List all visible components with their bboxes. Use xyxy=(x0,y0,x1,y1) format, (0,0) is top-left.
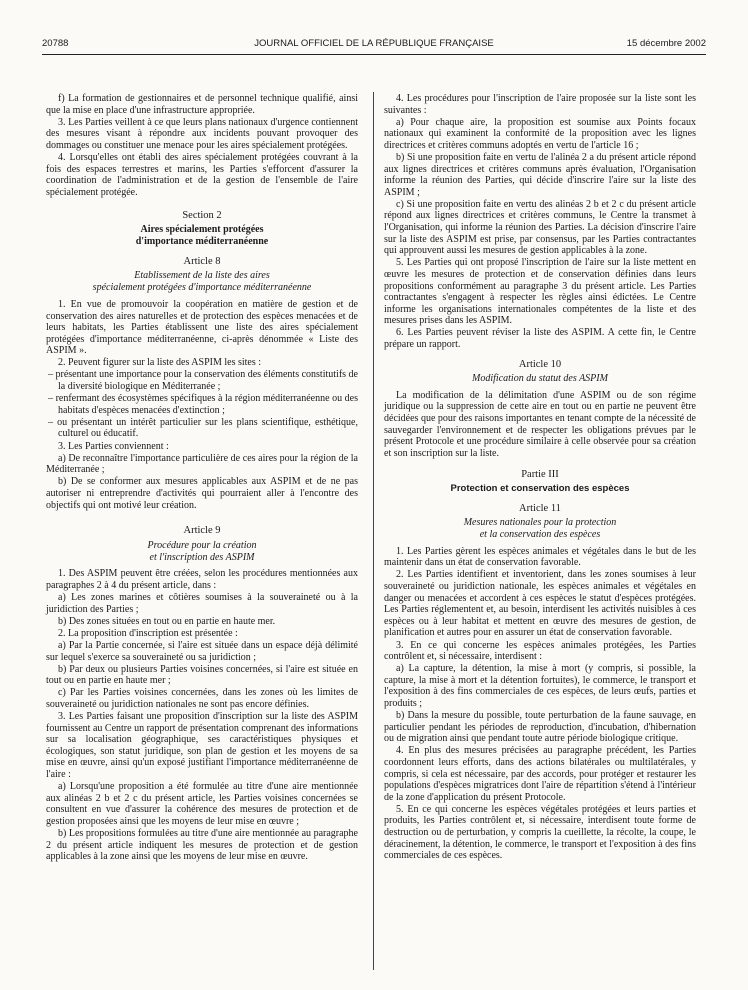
section-title-line: d'importance méditerranéenne xyxy=(135,236,269,248)
article-8-title-line: Etablissement de la liste des aires xyxy=(134,270,270,282)
paragraph: b) Les propositions formulées au titre d'une aire mentionnée au paragraphe 2 du présent article indiquent les mesures de protection et de gestion applicables à la zone ainsi que les moyens de leur mise en œuvre. xyxy=(46,827,358,863)
page-number: 20788 xyxy=(42,38,69,49)
issue-date: 15 décembre 2002 xyxy=(626,38,706,49)
paragraph: La modification de la délimitation d'une ASPIM ou de son régime juridique ou la suppression de cette aire en tout ou en partie ne peuvent être décidées que pour des raisons importantes en tenant compte de la nécessité de sauvegarder l'environnement et de respecter les obligations prévues par le présent Protocole et une procédure similaire à celle observée pour sa création et son inscription sur la liste. xyxy=(384,389,696,459)
article-8-title-line: spécialement protégées d'importance méditerranéenne xyxy=(92,282,312,294)
paragraph: a) Les zones marines et côtières soumises à la souveraineté ou à la juridiction des Parties ; xyxy=(46,592,358,615)
paragraph: 4. Lorsqu'elles ont établi des aires spécialement protégées couvrant à la fois des espaces terrestres et marins, les Parties s'efforcent d'assurer la coordination de l'administration et de la gestion de l'ensemble de l'aire spécialement protégée. xyxy=(46,151,358,198)
section-label: Section 2 xyxy=(182,210,222,222)
part-title: Protection et conservation des espèces xyxy=(450,482,630,494)
section-title-line: Aires spécialement protégées xyxy=(140,223,264,235)
paragraph: 1. Des ASPIM peuvent être créées, selon les procédures mentionnées aux paragraphes 2 à 4 du présent article, dans : xyxy=(46,568,358,591)
dash-item: – renfermant des écosystèmes spécifiques à la région méditerranéenne ou des habitats d'espèces menacées d'extinction ; xyxy=(48,393,358,416)
article-8-label: Article 8 xyxy=(183,255,221,267)
paragraph: b) Par deux ou plusieurs Parties voisines concernées, si l'aire est située en tout ou en partie en haute mer ; xyxy=(46,663,358,687)
paragraph: c) Par les Parties voisines concernées, dans les zones où les limites de souveraineté ou juridiction nationales ne sont pas encore définies. xyxy=(46,687,358,710)
paragraph: a) Par la Partie concernée, si l'aire est située dans un espace déjà délimité sur lequel s'exerce sa souveraineté ou sa juridiction ; xyxy=(46,639,358,663)
paragraph: 3. Les Parties conviennent : xyxy=(58,440,169,452)
paragraph: 5. En ce qui concerne les espèces végétales protégées et leurs parties et produits, les Parties contrôlent et, si nécessaire, interdisent toute forme de destruction ou de perturbation, y compris la cueillette, la récolte, la coupe, le déracinement, la détention, le commerce, le transport et l'exposition à des fins commerciales de ces espèces. xyxy=(384,803,696,862)
paragraph: 2. La proposition d'inscription est présentée : xyxy=(58,627,238,639)
paragraph: 1. Les Parties gèrent les espèces animales et végétales dans le but de les maintenir dans un état de conservation favorable. xyxy=(384,545,696,569)
part-label: Partie III xyxy=(521,469,559,481)
paragraph: 4. Les procédures pour l'inscription de l'aire proposée sur la liste sont les suivantes : xyxy=(384,93,696,116)
paragraph: 3. En ce qui concerne les espèces animales protégées, les Parties contrôlent et, si nécessaire, interdisent : xyxy=(384,639,696,663)
journal-title: JOURNAL OFFICIEL DE LA RÉPUBLIQUE FRANÇAISE xyxy=(254,38,494,49)
header-rule xyxy=(42,54,706,55)
paragraph: 3. Les Parties veillent à ce que leurs plans nationaux d'urgence contiennent des mesures visant à répondre aux incidents pouvant provoquer des dommages ou constituer une menace pour les aires spécialement protégées. xyxy=(46,116,358,151)
article-11-label: Article 11 xyxy=(519,502,561,514)
paragraph: b) Si une proposition faite en vertu de l'alinéa 2 a du présent article répond aux lignes directrices et critères communs après évaluation, l'Organisation informe la réunion des Parties, qui décide d'inscrire l'aire sur la liste des ASPIM ; xyxy=(384,151,696,198)
article-9-title-line: et l'inscription des ASPIM xyxy=(149,551,255,563)
article-9-label: Article 9 xyxy=(183,525,221,537)
paragraph: 2. Peuvent figurer sur la liste des ASPIM les sites : xyxy=(58,357,262,369)
paragraph: a) Lorsqu'une proposition a été formulée au titre d'une aire mentionnée aux alinéas 2 b et 2 c du présent article, les Parties voisines concernées se consultent en vue d'assurer la cohérence des mesures de protection et de gestion proposées ainsi que les moyens de leur mise en œuvre ; xyxy=(46,781,358,827)
paragraph: a) De reconnaître l'importance particulière de ces aires pour la région de la Méditerranée ; xyxy=(46,452,358,476)
article-10-title: Modification du statut des ASPIM xyxy=(472,373,608,385)
page-header xyxy=(42,38,706,54)
paragraph: 2. Les Parties identifient et inventorient, dans les zones soumises à leur souveraineté ou juridiction nationale, les espèces animales et végétales en danger ou menacées et accordent à ces espèces le statut d'espèces protégées. Les Parties réglementent et, au besoin, interdisent les activités nuisibles à ces espèces ou à leur habitat et mettent en œuvre des mesures de gestion, de planification et autres pour en assurer un état de conservation favorable. xyxy=(384,569,696,639)
paragraph: c) Si une proposition faite en vertu des alinéas 2 b et 2 c du présent article répond aux lignes directrices et critères communs, le Centre la transmet à l'Organisation, qui informe la réunion des Parties. La décision d'inscrire l'aire sur la liste des ASPIM est prise, par consensus, par les Parties contractantes qui approuvent aussi les mesures de gestion applicables à la zone. xyxy=(384,198,696,257)
paragraph: a) La capture, la détention, la mise à mort (y compris, si possible, la capture, la mise à mort et la détention fortuites), le commerce, le transport et l'exposition à des fins commerciales de ces espèces, de leurs œufs, parties et produits ; xyxy=(384,663,696,709)
article-11-title-line: Mesures nationales pour la protection xyxy=(463,517,617,529)
paragraph: b) De se conformer aux mesures applicables aux ASPIM et de ne pas autoriser ni entreprendre d'activités qui pourraient aller à l'encontre des objectifs qui ont motivé leur création. xyxy=(46,476,358,511)
left-column xyxy=(46,93,358,863)
paragraph: 3. Les Parties faisant une proposition d'inscription sur la liste des ASPIM fournissent au Centre un rapport de présentation comprenant des informations sur sa localisation géographique, ses caractéristiques physiques et écologiques, son statut juridique, son plan de gestion et les moyens de sa mise en œuvre, ainsi qu'un exposé justifiant l'importance méditerranéenne de l'aire : xyxy=(46,711,358,780)
column-divider xyxy=(373,92,374,970)
dash-item: – présentant une importance pour la conservation des éléments constitutifs de la diversité biologique en Méditerranée ; xyxy=(48,369,358,393)
article-9-title-line: Procédure pour la création xyxy=(147,539,257,551)
paragraph: b) Dans la mesure du possible, toute perturbation de la faune sauvage, en particulier pendant les périodes de reproduction, d'incubation, d'hibernation ou de migration ainsi que pendant toute autre période biologique critique. xyxy=(384,710,696,745)
dash-item: – ou présentant un intérêt particulier sur les plans scientifique, esthétique, culturel ou éducatif. xyxy=(48,416,358,440)
paragraph: b) Des zones situées en tout ou en partie en haute mer. xyxy=(58,615,276,627)
paragraph: 6. Les Parties peuvent réviser la liste des ASPIM. A cette fin, le Centre prépare un rapport. xyxy=(384,327,696,350)
paragraph: 1. En vue de promouvoir la coopération en matière de gestion et de conservation des aires naturelles et de protection des espèces menacées et de leurs habitats, les Parties établissent une liste des aires spécialement protégées d'importance méditerranéenne, ci-après dénommée « Liste des ASPIM ». xyxy=(46,298,358,357)
paragraph: a) Pour chaque aire, la proposition est soumise aux Points focaux nationaux qui examinent la conformité de la proposition avec les lignes directrices et critères communs adoptés en vertu de l'article 16 ; xyxy=(384,116,696,151)
paragraph: 4. En plus des mesures précisées au paragraphe précédent, les Parties coordonnent leurs efforts, dans des actions bilatérales ou multilatérales, y compris, si cela est nécessaire, par des accords, pour protéger et restaurer les populations d'espèces migratrices dont l'aire de répartition s'étend à l'intérieur de la zone d'application du présent Protocole. xyxy=(384,745,696,803)
paragraph: 5. Les Parties qui ont proposé l'inscription de l'aire sur la liste mettent en œuvre les mesures de protection et de conservation définies dans leurs propositions conformément au paragraphe 3 du présent article. Les Parties contractantes s'engagent à respecter les règles ainsi édictées. Le Centre informe les organisations internationales compétentes de la liste et des mesures prises dans les ASPIM. xyxy=(384,257,696,327)
paragraph: f) La formation de gestionnaires et de personnel technique qualifié, ainsi que la mise en place d'une infrastructure appropriée. xyxy=(46,93,358,116)
article-10-label: Article 10 xyxy=(518,358,562,370)
article-11-title-line: et la conservation des espèces xyxy=(479,529,601,541)
right-column xyxy=(384,93,696,862)
